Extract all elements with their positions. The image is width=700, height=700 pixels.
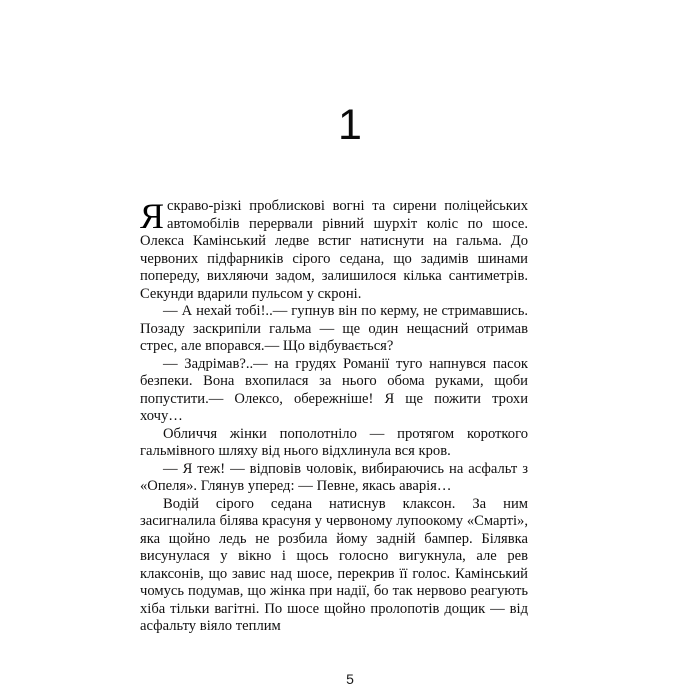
chapter-number: 1 bbox=[338, 101, 362, 149]
paragraph-5: — Я теж! — відповів чоловік, вибираючись на асфальт з «Опеля». Глянув уперед: — Певне, якась аварія… bbox=[140, 460, 528, 494]
drop-cap-letter: Я bbox=[140, 196, 165, 236]
paragraph-3: — Задрімав?..— на грудях Романії туго напнувся пасок безпеки. Вона вхопилася за нього обома руками, щоби попустити.— Олексо, обережніше! Я ще пожити трохи хочу… bbox=[140, 355, 528, 424]
paragraph-4: Обличчя жінки пополотніло — протягом короткого гальмівного шляху від нього відхлинула вся кров. bbox=[140, 425, 528, 459]
paragraph-2: — А нехай тобі!..— гупнув він по керму, не стримавшись. Позаду заскрипіли гальма — ще один нещасний отримав стрес, але впорався.— Що відбувається? bbox=[140, 303, 528, 354]
body-text-block bbox=[140, 198, 528, 636]
paragraph-1-text: скраво-різкі проблискові вогні та сирени поліцейських автомобілів перервали рівний шурхіт коліс по шосе. Олекса Камінський ледве встиг натиснути на гальма. До червоних підфарників сірого седана, що задимів шинами попереду, вихляючи задом, залишилося кілька сантиметрів. Секунди вдарили пульсом у скроні. bbox=[140, 198, 528, 302]
paragraph-6: Водій сірого седана натиснув клаксон. За ним засигналила білява красуня у червоному лупоокому «Смарті», яка щойно ледь не розбила йому задній бампер. Білявка висунулася у вікно і щось голосно вигукнула, але рев клаксонів, що завис над шосе, перекрив її голос. Камінський чомусь подумав, що жінка при надії, бо так нервово реагують хіба тільки вагітні. По шосе щойно пролопотів дощик — від асфальту віяло теплим bbox=[140, 495, 528, 634]
paragraph-1 bbox=[140, 198, 528, 303]
page-number: 5 bbox=[346, 671, 354, 687]
